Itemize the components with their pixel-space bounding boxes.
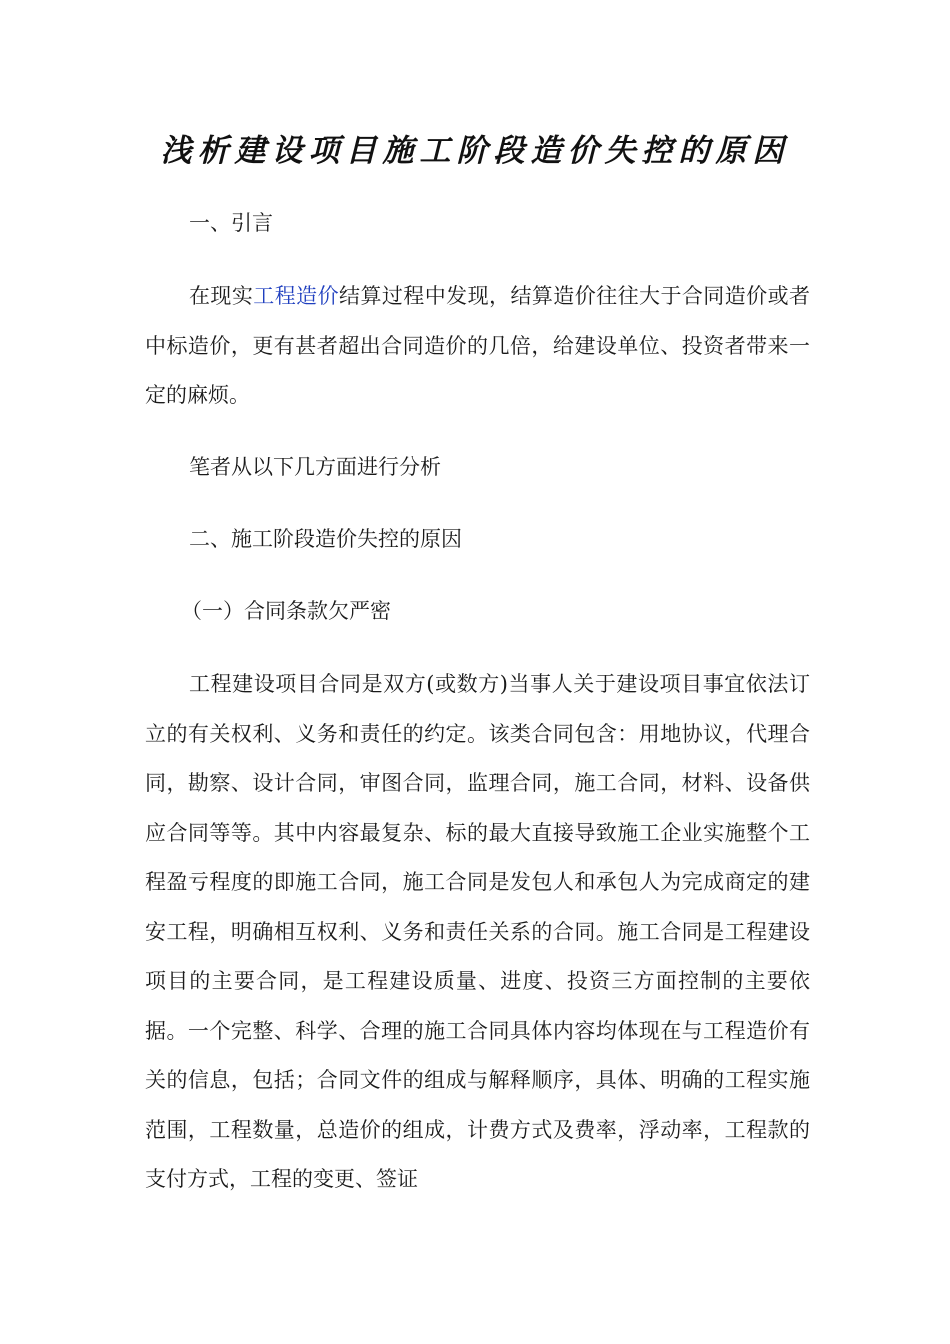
intro-suffix: 结算过程中发现，结算造价往往大于合同造价或者中标造价，更有甚者超出合同造价的几倍，给建设单位、投资者带来一定的麻烦。 <box>145 284 811 407</box>
subsection-heading-contract-terms: （一）合同条款欠严密 <box>181 599 391 623</box>
engineering-cost-link[interactable]: 工程造价 <box>253 284 340 308</box>
intro-prefix: 在现实 <box>189 284 254 308</box>
intro-paragraph <box>145 272 810 421</box>
document-title: 浅析建设项目施工阶段造价失控的原因 <box>160 133 790 169</box>
body-paragraph-contract: 工程建设项目合同是双方(或数方)当事人关于建设项目事宜依法订立的有关权利、义务和责任的约定。该类合同包含：用地协议，代理合同，勘察、设计合同，审图合同，监理合同，施工合同，材料、设备供应合同等等。其中内容最复杂、标的最大直接导致施工企业实施整个工程盈亏程度的即施工合同，施工合同是发包人和承包人为完成商定的建安工程，明确相互权利、义务和责任关系的合同。施工合同是工程建设项目的主要合同，是工程建设质量、进度、投资三方面控制的主要依据。一个完整、科学、合理的施工合同具体内容均体现在与工程造价有关的信息，包括；合同文件的组成与解释顺序，具体、明确的工程实施范围，工程数量，总造价的组成，计费方式及费率，浮动率，工程款的支付方式，工程的变更、签证 <box>145 672 810 1191</box>
analysis-line: 笔者从以下几方面进行分析 <box>189 455 441 479</box>
section-heading-causes: 二、施工阶段造价失控的原因 <box>189 527 462 551</box>
section-heading-introduction: 一、引言 <box>189 211 273 235</box>
